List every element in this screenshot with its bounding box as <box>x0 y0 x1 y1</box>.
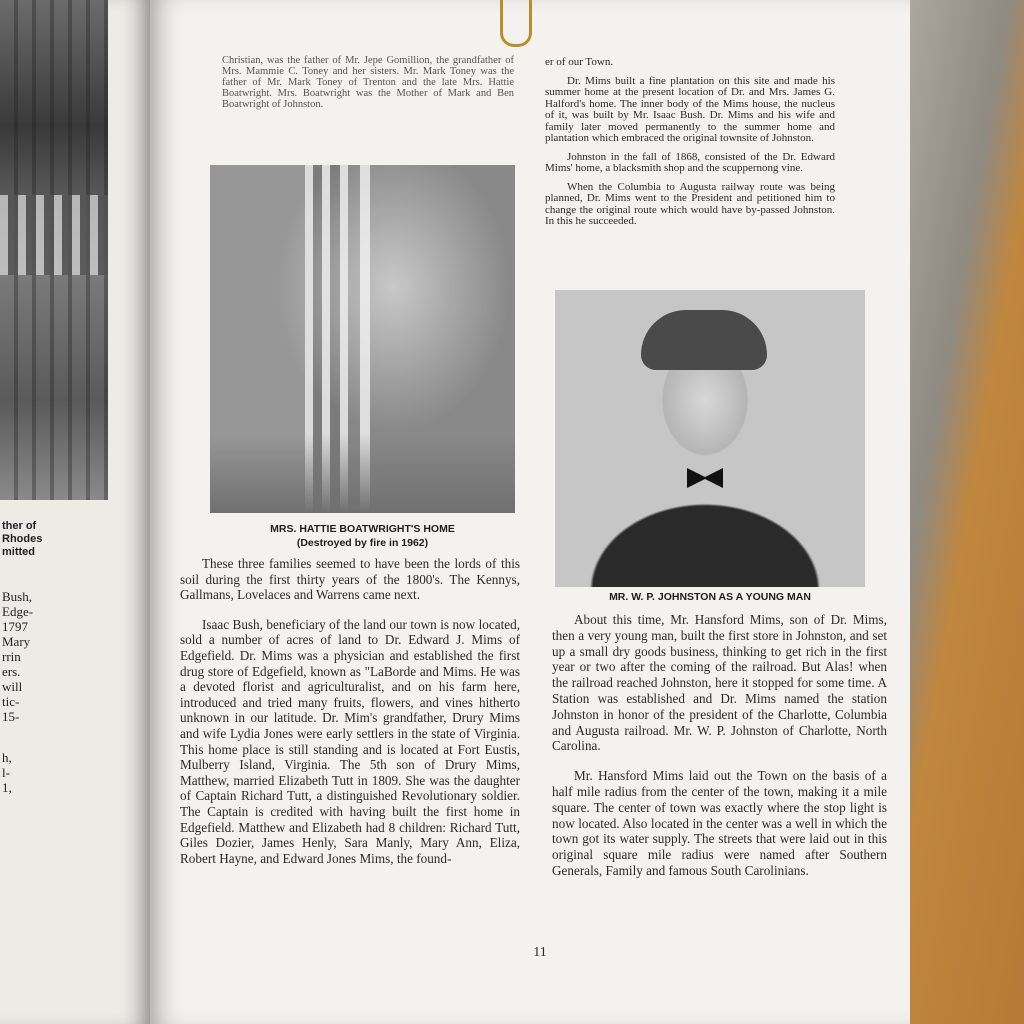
left-fragment: tic- <box>2 694 20 709</box>
w-p-johnston-portrait-photo <box>555 290 865 587</box>
left-page-text <box>2 520 52 795</box>
paragraph: About this time, Mr. Hansford Mims, son of Dr. Mims, then a very young man, built the first store in Johnston, and set up a small dry goods business, thinking to get rich in the first year or two after the coming of the railroad. But Alas! when the railroad reached Johnston, here it stopped for some time. A Station was established and Dr. Mims named the station Johnston in honor of the president of the Charlotte, Columbia and Augusta railroad. Mr. W. P. Johnston of Charlotte, North Carolina. <box>552 612 887 754</box>
paragraph: When the Columbia to Augusta railway route was being planned, Dr. Mims went to the President and petitioned him to change the original route which would have by-passed Johnston. In this he succeeded. <box>545 180 835 227</box>
column-1-body <box>180 556 520 866</box>
porch-railing <box>0 195 108 275</box>
left-fragment: Mary <box>2 634 31 649</box>
left-fragment: 1, <box>2 780 12 795</box>
caption-line: MRS. HATTIE BOATWRIGHT'S HOME <box>270 523 455 535</box>
left-fragment: rrin <box>2 649 21 664</box>
left-fragment: Edge- <box>2 604 34 619</box>
page-number: 11 <box>533 945 547 960</box>
paragraph: Johnston in the fall of 1868, consisted of the Dr. Edward Mims' home, a blacksmith shop and the scuppernong vine. <box>545 150 835 174</box>
left-page-photo <box>0 0 108 500</box>
paragraph: er of our Town. <box>545 56 614 68</box>
paragraph: Dr. Mims built a fine plantation on this site and made his summer home at the present location of Dr. and Mrs. James G. Halford's home. The inner body of the Mims house, the nucleus of it, was built by Mr. Isaac Bush. Dr. Mims and his wife and family later moved permanently to the summer home and plantation which embraced the original townsite of Johnston. <box>545 74 835 144</box>
paragraph: These three families seemed to have been the lords of this soil during the first thirty years of the 1800's. The Kennys, Gallmans, Lovelaces and Warrens came next. <box>180 556 520 603</box>
left-caption-fragment: ther of Rhodes mitted <box>2 520 43 558</box>
paragraph: Mr. Hansford Mims laid out the Town on the basis of a half mile radius from the center of the town, making it a mile square. The center of town was exactly where the stop light is now located. Also located in the center was a well in which the town got its water supply. The streets that were laid out in this original square mile radius were named after Southern Generals, Family and famous South Carolinians. <box>552 768 887 878</box>
left-fragment: l- <box>2 765 10 780</box>
left-fragment: will <box>2 679 23 694</box>
photo-1-caption <box>210 522 515 550</box>
paragraph: Isaac Bush, beneficiary of the land our town is now located, sold a number of acres of land to Dr. Edward J. Mims of Edgefield. Dr. Mims was a physician and established the first drug store of Edgefield, known as "LaBorde and Mims. He was a devoted florist and agriculturalist, and on his farm here, introduced and tried many fruits, flowers, and vines hitherto unknown in our latitude. Dr. Mim's grandfather, Drury Mims and wife Lydia Jones were early settlers in the state of Virginia. This home place is still standing and is located at Fort Eustis, Mulberry Island, Virginia. The 5th son of Drury Mims, Matthew, married Elizabeth Tutt in 1809. She was the daughter of Captain Richard Tutt, a distinguished Revolutionary soldier. The Captain is credited with having built the first home in Edgefield. Matthew and Elizabeth had 8 children: Richard Tutt, Giles Dozier, James Henly, Sara Manly, Mary Ann, Eliza, Robert Hayne, and Edward Jones Mims, the found- <box>180 616 520 866</box>
column-2-top-text <box>545 57 835 228</box>
left-fragment: 15- <box>2 709 20 724</box>
left-fragment: 1797 <box>2 619 28 634</box>
left-fragment: ers. <box>2 664 21 679</box>
paragraph: Christian, was the father of Mr. Jepe Gomillion, the grandfather of Mrs. Mammie C. Toney and her sisters. Mr. Mark Toney was the father of Mr. Mark Toney of Trenton and the late Mrs. Hattie Boatwright. Mrs. Boatwright was the Mother of Mark and Ben Boatwright of Johnston. <box>222 55 514 110</box>
hattie-boatwright-home-photo <box>210 165 515 513</box>
column-2-body <box>552 612 887 879</box>
left-page <box>0 0 150 1024</box>
photo-2-caption: MR. W. P. JOHNSTON AS A YOUNG MAN <box>609 591 811 603</box>
left-fragment: Bush, <box>2 589 32 604</box>
left-fragment: h, <box>2 750 12 765</box>
caption-line: (Destroyed by fire in 1962) <box>296 537 429 549</box>
column-1-top-text <box>222 55 514 110</box>
left-text-fragments <box>2 589 52 795</box>
paper-clip <box>500 0 532 47</box>
